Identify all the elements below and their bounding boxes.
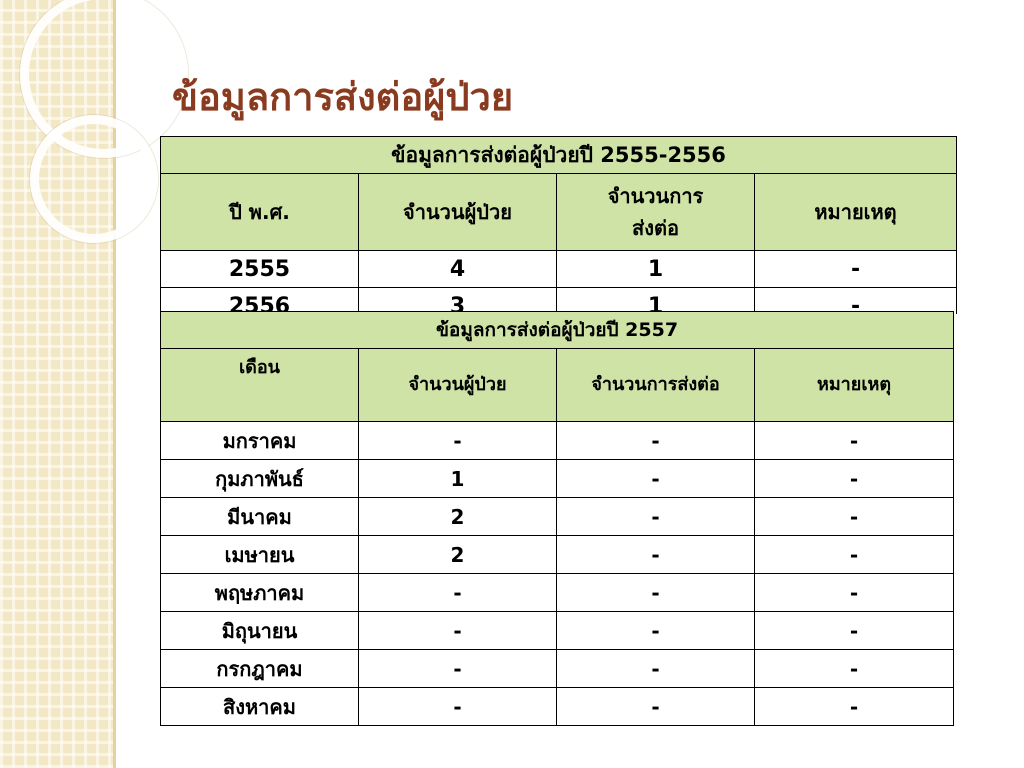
cell-remarks: - bbox=[755, 460, 954, 498]
cell-month: พฤษภาคม bbox=[161, 574, 359, 612]
header-referrals: จำนวนการส่งต่อ bbox=[557, 174, 755, 251]
cell-remarks: - bbox=[755, 574, 954, 612]
cell-month: กุมภาพันธ์ bbox=[161, 460, 359, 498]
cell-remarks: - bbox=[755, 650, 954, 688]
header-remarks: หมายเหตุ bbox=[755, 349, 954, 422]
cell-remarks: - bbox=[755, 688, 954, 726]
cell-referrals: - bbox=[557, 650, 755, 688]
cell-remarks: - bbox=[755, 612, 954, 650]
cell-patients: 1 bbox=[359, 460, 557, 498]
cell-month: มกราคม bbox=[161, 422, 359, 460]
header-patients: จำนวนผู้ป่วย bbox=[359, 349, 557, 422]
table-row bbox=[161, 688, 954, 726]
cell-patients: - bbox=[359, 688, 557, 726]
cell-patients: - bbox=[359, 650, 557, 688]
header-referrals: จำนวนการส่งต่อ bbox=[557, 349, 755, 422]
table-2555-2556-container bbox=[160, 136, 960, 314]
referral-table-2555-2556 bbox=[160, 136, 957, 314]
table-caption-row bbox=[161, 137, 957, 174]
cell-referrals: 1 bbox=[557, 288, 755, 315]
cell-remarks: - bbox=[755, 422, 954, 460]
cell-year: 2556 bbox=[161, 288, 359, 315]
cell-patients: - bbox=[359, 422, 557, 460]
table-row bbox=[161, 498, 954, 536]
cell-patients: - bbox=[359, 574, 557, 612]
cell-month: สิงหาคม bbox=[161, 688, 359, 726]
cell-referrals: - bbox=[557, 574, 755, 612]
cell-referrals: - bbox=[557, 460, 755, 498]
cell-year: 2555 bbox=[161, 251, 359, 288]
cell-referrals: - bbox=[557, 536, 755, 574]
table-row bbox=[161, 650, 954, 688]
table-row bbox=[161, 460, 954, 498]
cell-patients: 3 bbox=[359, 288, 557, 315]
table-row bbox=[161, 574, 954, 612]
table-row bbox=[161, 251, 957, 288]
cell-month: มีนาคม bbox=[161, 498, 359, 536]
header-month: เดือน bbox=[161, 349, 359, 422]
decorative-ring bbox=[30, 115, 158, 243]
cell-referrals: - bbox=[557, 612, 755, 650]
table-caption-row bbox=[161, 312, 954, 349]
cell-patients: 4 bbox=[359, 251, 557, 288]
cell-referrals: - bbox=[557, 688, 755, 726]
cell-remarks: - bbox=[755, 288, 957, 315]
table-row bbox=[161, 612, 954, 650]
cell-referrals: 1 bbox=[557, 251, 755, 288]
header-year: ปี พ.ศ. bbox=[161, 174, 359, 251]
table-row bbox=[161, 536, 954, 574]
table-header-row bbox=[161, 349, 954, 422]
cell-month: มิถุนายน bbox=[161, 612, 359, 650]
cell-remarks: - bbox=[755, 498, 954, 536]
slide-title: ข้อมูลการส่งต่อผู้ป่วย bbox=[172, 75, 514, 119]
cell-patients: 2 bbox=[359, 536, 557, 574]
cell-referrals: - bbox=[557, 422, 755, 460]
header-remarks: หมายเหตุ bbox=[755, 174, 957, 251]
cell-month: เมษายน bbox=[161, 536, 359, 574]
cell-referrals: - bbox=[557, 498, 755, 536]
header-patients: จำนวนผู้ป่วย bbox=[359, 174, 557, 251]
cell-remarks: - bbox=[755, 251, 957, 288]
cell-remarks: - bbox=[755, 536, 954, 574]
cell-month: กรกฎาคม bbox=[161, 650, 359, 688]
referral-table-2557 bbox=[160, 311, 954, 726]
cell-patients: - bbox=[359, 612, 557, 650]
table-caption: ข้อมูลการส่งต่อผู้ป่วยปี 2557 bbox=[161, 312, 954, 349]
cell-patients: 2 bbox=[359, 498, 557, 536]
table-caption: ข้อมูลการส่งต่อผู้ป่วยปี 2555-2556 bbox=[161, 137, 957, 174]
table-header-row bbox=[161, 174, 957, 251]
table-row bbox=[161, 422, 954, 460]
